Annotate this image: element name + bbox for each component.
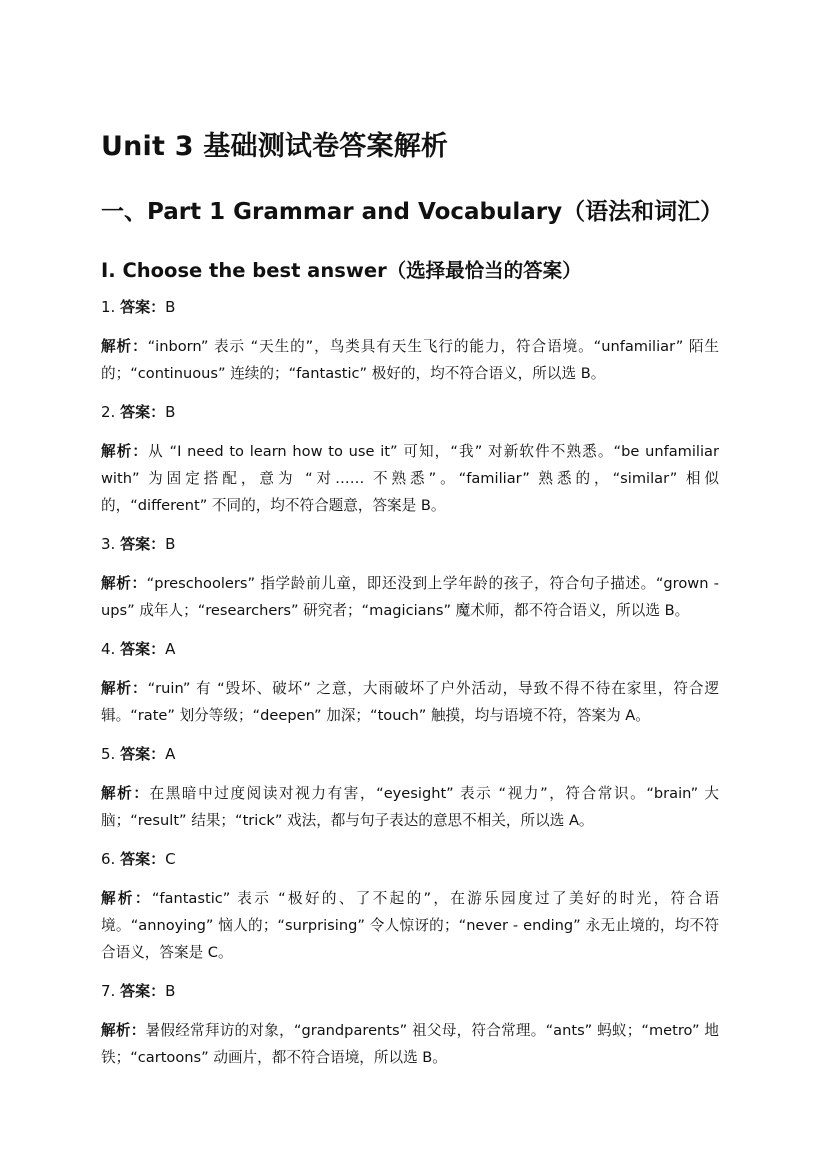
answer-line: 6. 答案：C xyxy=(101,850,176,868)
answer-value: C xyxy=(165,850,176,868)
explanation: 解析：在黑暗中过度阅读对视力有害，“eyesight” 表示 “视力”，符合常识。“brain” 大脑；“result” 结果；“trick” 戏法，都与句子表达的意思不相关，所以选 A。 xyxy=(101,785,719,829)
answer-line: 1. 答案：B xyxy=(101,298,176,316)
answer-value: B xyxy=(165,982,176,1000)
answer-value: A xyxy=(165,745,176,763)
page-title: Unit 3 基础测试卷答案解析 xyxy=(101,131,449,162)
answer-value: B xyxy=(165,403,176,421)
explanation: 解析：“inborn” 表示 “天生的”，鸟类具有天生飞行的能力，符合语境。“unfamiliar” 陌生的；“continuous” 连续的；“fantastic” 极好的，均不符合语义，所以选 B。 xyxy=(101,338,719,382)
answer-line: 3. 答案：B xyxy=(101,535,176,553)
answer-line: 4. 答案：A xyxy=(101,640,176,658)
answer-line: 5. 答案：A xyxy=(101,745,176,763)
answer-item xyxy=(101,638,719,729)
answer-value: B xyxy=(165,298,176,316)
section-heading: 一、Part 1 Grammar and Vocabulary（语法和词汇） xyxy=(101,199,724,225)
answer-value: A xyxy=(165,640,176,658)
answer-item xyxy=(101,533,719,624)
answer-item xyxy=(101,296,719,387)
explanation: 解析：“preschoolers” 指学龄前儿童，即还没到上学年龄的孩子，符合句子描述。“grown - ups” 成年人；“researchers” 研究者；“magicians” 魔术师，都不符合语义，所以选 B。 xyxy=(101,575,719,619)
answer-item xyxy=(101,980,719,1071)
explanation: 解析：“fantastic” 表示 “极好的、了不起的”，在游乐园度过了美好的时光，符合语境。“annoying” 恼人的；“surprising” 令人惊讶的；“never - ending” 永无止境的，均不符合语义，答案是 C。 xyxy=(101,890,719,961)
answer-item xyxy=(101,848,719,966)
answer-list xyxy=(101,296,719,1085)
explanation: 解析：“ruin” 有 “毁坏、破坏” 之意，大雨破坏了户外活动，导致不得不待在家里，符合逻辑。“rate” 划分等级；“deepen” 加深；“touch” 触摸，均与语境不符，答案为 A。 xyxy=(101,680,719,724)
answer-item xyxy=(101,743,719,834)
answer-line: 7. 答案：B xyxy=(101,982,176,1000)
explanation: 解析：从 “I need to learn how to use it” 可知，“我” 对新软件不熟悉。“be unfamiliar with” 为固定搭配，意为 “对…… 不熟悉”。“familiar” 熟悉的，“similar” 相似的，“different” 不同的，均不符合题意，答案是 B。 xyxy=(101,443,719,514)
answer-line: 2. 答案：B xyxy=(101,403,176,421)
answer-item xyxy=(101,401,719,519)
explanation: 解析：暑假经常拜访的对象，“grandparents” 祖父母，符合常理。“ants” 蚂蚁；“metro” 地铁；“cartoons” 动画片，都不符合语境，所以选 B。 xyxy=(101,1022,719,1066)
subsection-heading: I. Choose the best answer（选择最恰当的答案） xyxy=(101,259,582,282)
answer-value: B xyxy=(165,535,176,553)
